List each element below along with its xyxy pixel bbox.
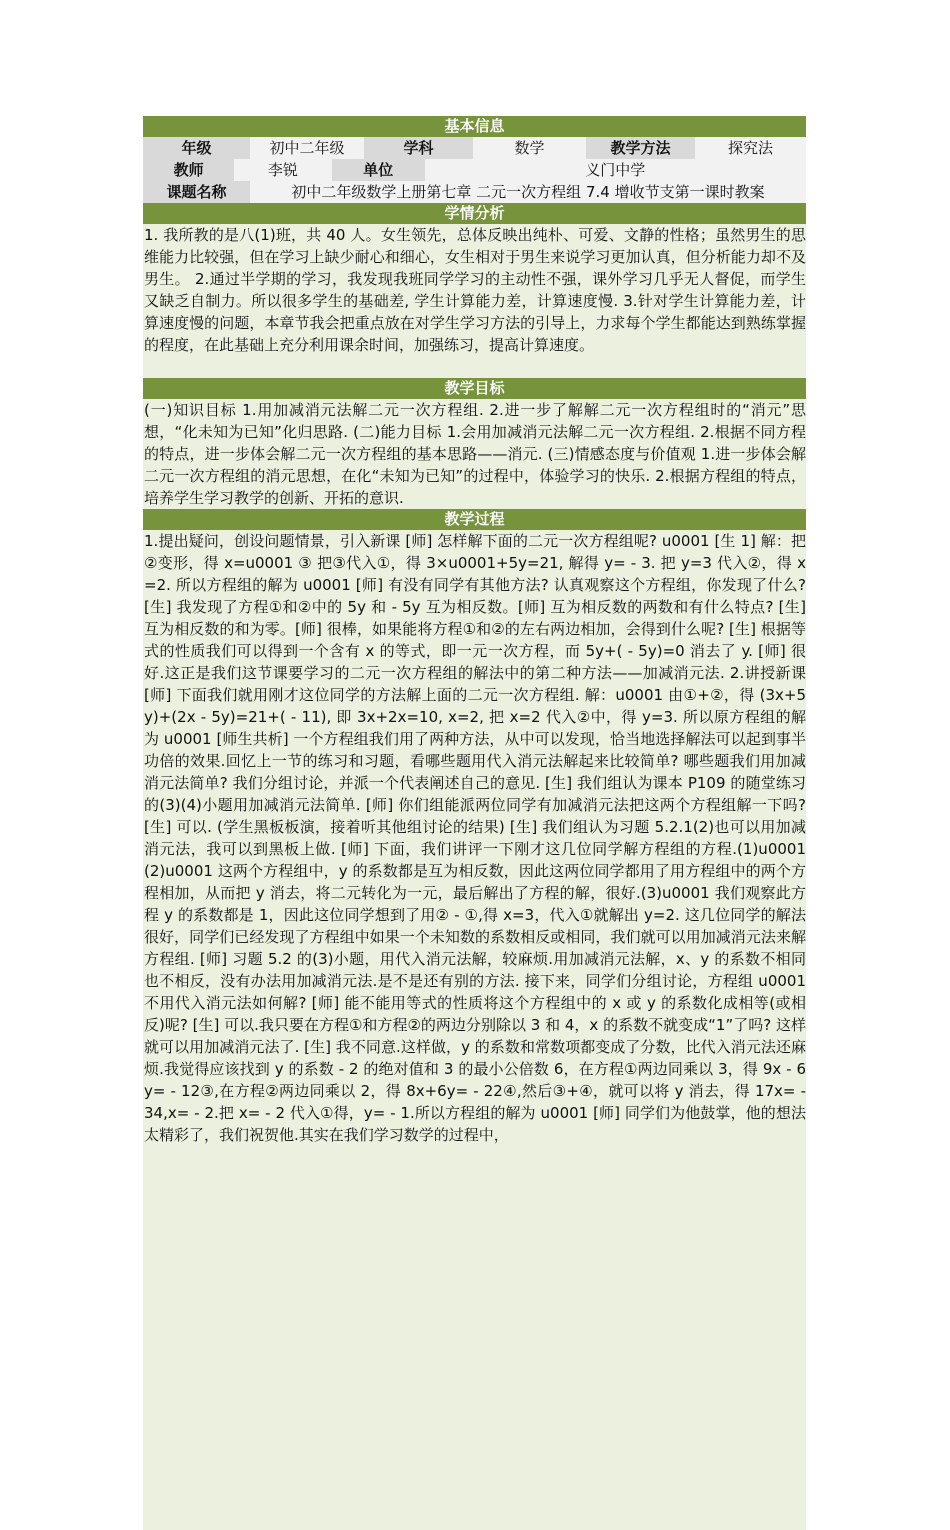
subject-label: 学科 (364, 137, 473, 159)
goals-header: 教学目标 (143, 378, 806, 399)
info-row-grade (143, 137, 806, 159)
unit-label: 单位 (332, 159, 425, 181)
lesson-plan-document (143, 116, 806, 1530)
teacher-value: 李锐 (234, 159, 331, 181)
analysis-header: 学情分析 (143, 203, 806, 224)
info-row-title (143, 181, 806, 203)
basic-info-header: 基本信息 (143, 116, 806, 137)
goals-text: (一)知识目标 1.用加减消元法解二元一次方程组. 2.进一步了解解二元一次方程组时的“消元”思想，“化未知为已知”化归思路. (二)能力目标 1.会用加减消元法解二元一次方程组. 2.根据不同方程的特点，进一步体会解二元一次方程组的基本思路——消元. (三)情感态度与价值观 1.进一步体会解二元一次方程组的消元思想，在化“未知为已知”的过程中，体验学习的快乐. 2.根据方程组的特点，培养学生学习教学的创新、开拓的意识. (144, 401, 806, 507)
teacher-label: 教师 (143, 159, 234, 181)
process-header: 教学过程 (143, 509, 806, 530)
unit-value: 义门中学 (425, 159, 806, 181)
info-row-teacher (143, 159, 806, 181)
lesson-title-value: 初中二年级数学上册第七章 二元一次方程组 7.4 增收节支第一课时教案 (250, 181, 806, 203)
subject-value: 数学 (473, 137, 586, 159)
lesson-title-label: 课题名称 (143, 181, 250, 203)
method-label: 教学方法 (586, 137, 695, 159)
process-text: 1.提出疑问，创设问题情景，引入新课 [师] 怎样解下面的二元一次方程组呢? u0001 [生 1] 解：把②变形，得 x=u0001 ③ 把③代入①，得 3×u0001+5y=21, 解得 y= - 3. 把 y=3 代入②，得 x=2. 所以方程组的解为 u0001 [师] 有没有同学有其他方法? 认真观察这个方程组，你发现了什么? [生] 我发现了方程①和②中的 5y 和 - 5y 互为相反数。[师] 互为相反数的两数和有什么特点? [生] 互为相反数的和为零。[师] 很棒，如果能将方程①和②的左右两边相加，会得到什么呢? [生] 根据等式的性质我们可以得到一个含有 x 的等式，即一元一次方程，而 5y+( - 5y)=0 消去了 y. [师] 很好.这正是我们这节课要学习的二元一次方程组的解法中的第二种方法——加减消元法. 2.讲授新课 [师] 下面我们就用刚才这位同学的方法解上面的二元一次方程组. 解：u0001 由①+②，得 (3x+5y)+(2x - 5y)=21+( - 11), 即 3x+2x=10, x=2, 把 x=2 代入②中，得 y=3. 所以原方程组的解为 u0001 [师生共析] 一个方程组我们用了两种方法，从中可以发现，恰当地选择解法可以起到事半功倍的效果.回忆上一节的练习和习题，看哪些题用代入消元法解起来比较简单? 哪些题我们用加减消元法简单? 我们分组讨论，并派一个代表阐述自己的意见. [生] 我们组认为课本 P109 的随堂练习的(3)(4)小题用加减消元法简单. [师] 你们组能派两位同学有加减消元法把这两个方程组解一下吗? [生] 可以. (学生黑板板演，接着听其他组讨论的结果) [生] 我们组认为习题 5.2.1(2)也可以用加减消元法，我可以到黑板上做. [师] 下面，我们讲评一下刚才这几位同学解方程组的方程.(1)u0001 (2)u0001 这两个方程组中，y 的系数都是互为相反数，因此这两位同学都用了用方程组中的两个方程相加，从而把 y 消去，将二元转化为一元，最后解出了方程的解，很好.(3)u0001 我们观察此方程 y 的系数都是 1，因此这位同学想到了用② - ①,得 x=3，代入①就解出 y=2. 这几位同学的解法很好，同学们已经发现了方程组中如果一个未知数的系数相反或相同，我们就可以用加减消元法来解方程组. [师] 习题 5.2 的(3)小题，用代入消元法解，较麻烦.用加减消元法解，x、y 的系数不相同也不相反，没有办法用加减消元法.是不是还有别的方法. 接下来，同学们分组讨论，方程组 u0001 不用代入消元法如何解? [师] 能不能用等式的性质将这个方程组中的 x 或 y 的系数化成相等(或相反)呢? [生] 可以.我只要在方程①和方程②的两边分别除以 3 和 4，x 的系数不就变成“1”了吗? 这样就可以用加减消元法了. [生] 我不同意.这样做，y 的系数和常数项都变成了分数，比代入消元法还麻烦.我觉得应该找到 y 的系数 - 2 的绝对值和 3 的最小公倍数 6，在方程①两边同乘以 3，得 9x - 6y= - 12③,在方程②两边同乘以 2，得 8x+6y= - 22④,然后③+④，就可以将 y 消去，得 17x= - 34,x= - 2.把 x= - 2 代入①得，y= - 1.所以方程组的解为 u0001 [师] 同学们为他鼓掌，他的想法太精彩了，我们祝贺他.其实在我们学习数学的过程中， (143, 530, 806, 1530)
method-value: 探究法 (695, 137, 806, 159)
analysis-text: 1. 我所教的是八(1)班，共 40 人。女生领先，总体反映出纯朴、可爱、文静的性格；虽然男生的思维能力比较强，但在学习上缺少耐心和细心，女生相对于男生来说学习更加认真，但分析能力却不及男生。 2.通过半学期的学习，我发现我班同学学习的主动性不强，课外学习几乎无人督促，而学生又缺乏自制力。所以很多学生的基础差, 学生计算能力差，计算速度慢. 3.针对学生计算能力差，计算速度慢的问题，本章节我会把重点放在对学生学习方法的引导上，力求每个学生都能达到熟练掌握的程度，在此基础上充分利用课余时间，加强练习，提高计算速度。 (143, 224, 806, 378)
grade-label: 年级 (143, 137, 250, 159)
grade-value: 初中二年级 (250, 137, 364, 159)
